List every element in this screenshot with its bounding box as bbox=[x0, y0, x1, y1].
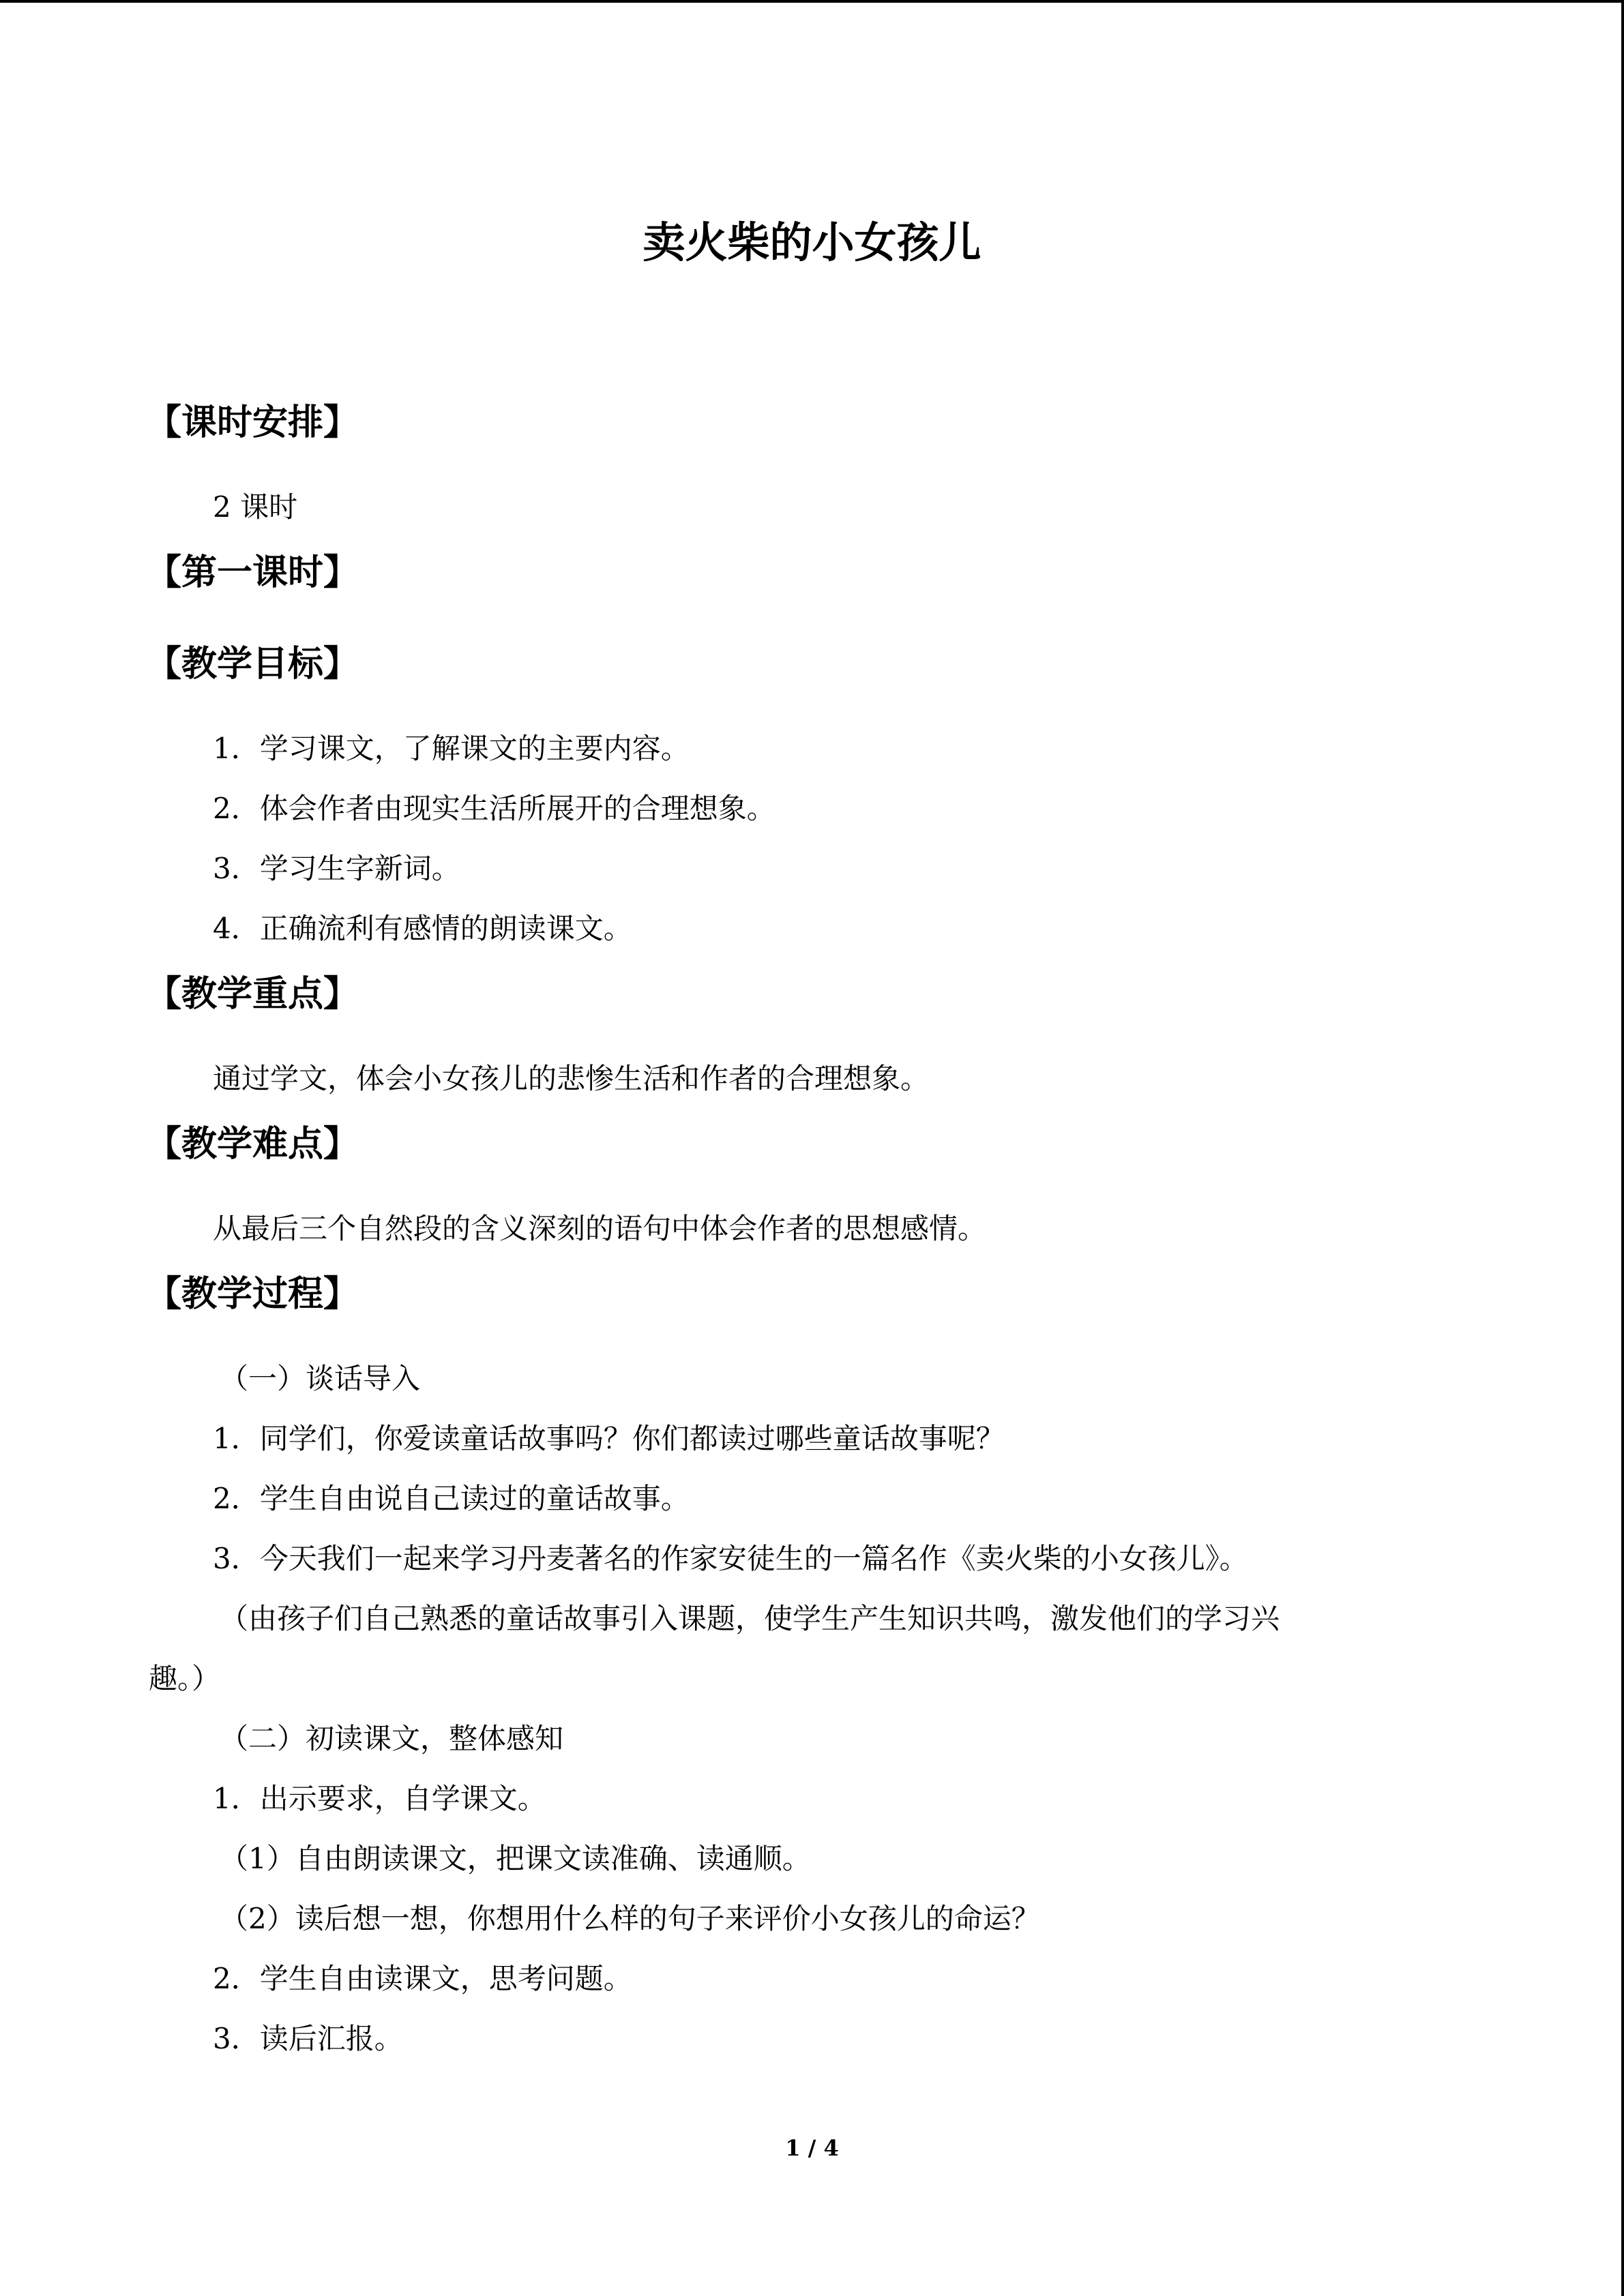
process-line: 趣。） bbox=[149, 1662, 221, 1695]
process-line: 3．今天我们一起来学习丹麦著名的作家安徒生的一篇名作《卖火柴的小女孩儿》。 bbox=[213, 1542, 1248, 1575]
process-line: 1．出示要求，自学课文。 bbox=[213, 1782, 546, 1815]
process-line: （一）谈话导入 bbox=[220, 1362, 421, 1395]
page-top-border bbox=[0, 0, 1624, 3]
objective-item: 4．正确流利有感情的朗读课文。 bbox=[213, 912, 632, 945]
heading-schedule: 【课时安排】 bbox=[146, 402, 359, 443]
difficulties-text: 从最后三个自然段的含义深刻的语句中体会作者的思想感情。 bbox=[213, 1212, 987, 1245]
process-line: （1）自由朗读课文，把课文读准确、读通顺。 bbox=[220, 1842, 811, 1875]
document-title: 卖火柴的小女孩儿 bbox=[643, 218, 981, 267]
process-line: （二）初读课文，整体感知 bbox=[220, 1722, 564, 1755]
heading-difficulties: 【教学难点】 bbox=[146, 1123, 359, 1165]
heading-first-lesson: 【第一课时】 bbox=[146, 552, 359, 593]
heading-objectives: 【教学目标】 bbox=[146, 643, 359, 685]
process-line: 1．同学们，你爱读童话故事吗？你们都读过哪些童话故事呢？ bbox=[213, 1422, 1005, 1455]
process-line: （2）读后想一想，你想用什么样的句子来评价小女孩儿的命运？ bbox=[220, 1902, 1040, 1935]
process-line: 2．学生自由说自己读过的童话故事。 bbox=[213, 1482, 690, 1515]
process-line: 3．读后汇报。 bbox=[213, 2022, 403, 2055]
objective-item: 1．学习课文，了解课文的主要内容。 bbox=[213, 732, 690, 765]
process-line: （由孩子们自己熟悉的童话故事引入课题，使学生产生知识共鸣，激发他们的学习兴 bbox=[220, 1602, 1280, 1635]
objective-item: 2．体会作者由现实生活所展开的合理想象。 bbox=[213, 792, 776, 825]
key-points-text: 通过学文，体会小女孩儿的悲惨生活和作者的合理想象。 bbox=[213, 1062, 930, 1095]
process-line: 2．学生自由读课文，思考问题。 bbox=[213, 1962, 632, 1995]
heading-process: 【教学过程】 bbox=[146, 1273, 359, 1315]
objective-item: 3．学习生字新词。 bbox=[213, 852, 460, 885]
heading-key-points: 【教学重点】 bbox=[146, 973, 359, 1015]
page-right-border bbox=[1621, 0, 1624, 2296]
page-number: 1 / 4 bbox=[785, 2135, 839, 2161]
schedule-text: 2 课时 bbox=[213, 490, 298, 524]
